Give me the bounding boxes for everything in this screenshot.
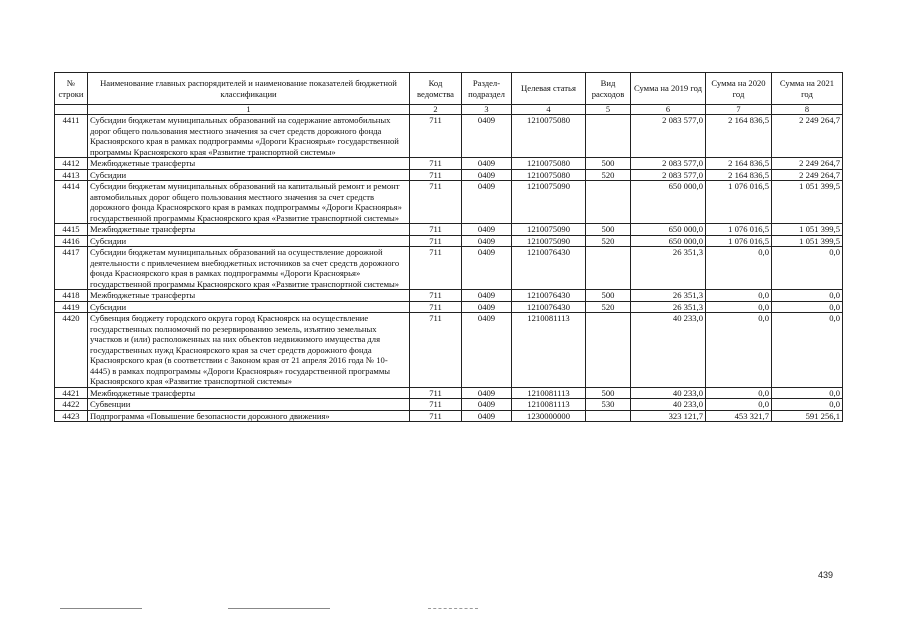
row-sum-2020-cell: 453 321,7 <box>706 410 772 422</box>
row-target-cell: 1210076430 <box>512 247 586 290</box>
header-row-number: № строки <box>55 73 88 105</box>
row-expense-type-cell: 500 <box>586 224 631 236</box>
table-row <box>55 313 843 388</box>
table-row <box>55 181 843 224</box>
header-name: Наименование главных распорядителей и наименование показателей бюджетной классификации <box>88 73 410 105</box>
row-section-cell: 0409 <box>462 235 512 247</box>
row-name-cell: Субсидии бюджетам муниципальных образований на содержание автомобильных дорог общего пользования местного значения за счет средств дорожного фонда Красноярского края в рамках подпрограммы «Дороги Красноярья» государственной программы Красноярского края «Развитие транспортной системы» <box>88 115 410 158</box>
footer-line <box>228 608 330 609</box>
row-dept-code-cell: 711 <box>410 235 462 247</box>
row-section-cell: 0409 <box>462 181 512 224</box>
row-number-cell: 4415 <box>55 224 88 236</box>
row-sum-2021-cell: 1 051 399,5 <box>772 224 843 236</box>
row-target-cell: 1210076430 <box>512 290 586 302</box>
column-number: 7 <box>706 105 772 115</box>
row-target-cell: 1230000000 <box>512 410 586 422</box>
row-number-cell: 4416 <box>55 235 88 247</box>
row-dept-code-cell: 711 <box>410 301 462 313</box>
row-section-cell: 0409 <box>462 224 512 236</box>
row-sum-2019-cell: 40 233,0 <box>631 387 706 399</box>
row-sum-2019-cell: 26 351,3 <box>631 290 706 302</box>
row-sum-2019-cell: 650 000,0 <box>631 181 706 224</box>
row-sum-2019-cell: 26 351,3 <box>631 247 706 290</box>
row-dept-code-cell: 711 <box>410 115 462 158</box>
row-sum-2019-cell: 26 351,3 <box>631 301 706 313</box>
row-number-cell: 4417 <box>55 247 88 290</box>
header-expense-type: Вид расходов <box>586 73 631 105</box>
row-expense-type-cell: 520 <box>586 169 631 181</box>
row-sum-2021-cell: 2 249 264,7 <box>772 169 843 181</box>
row-expense-type-cell <box>586 181 631 224</box>
row-sum-2021-cell: 0,0 <box>772 399 843 411</box>
row-sum-2021-cell: 0,0 <box>772 313 843 388</box>
row-dept-code-cell: 711 <box>410 313 462 388</box>
row-name-cell: Межбюджетные трансферты <box>88 224 410 236</box>
row-expense-type-cell: 500 <box>586 290 631 302</box>
row-sum-2020-cell: 1 076 016,5 <box>706 181 772 224</box>
row-target-cell: 1210075090 <box>512 235 586 247</box>
row-sum-2020-cell: 2 164 836,5 <box>706 158 772 170</box>
column-number: 3 <box>462 105 512 115</box>
row-expense-type-cell: 500 <box>586 158 631 170</box>
column-number <box>55 105 88 115</box>
row-expense-type-cell <box>586 115 631 158</box>
row-sum-2021-cell: 591 256,1 <box>772 410 843 422</box>
row-sum-2020-cell: 0,0 <box>706 290 772 302</box>
row-sum-2021-cell: 1 051 399,5 <box>772 235 843 247</box>
row-sum-2019-cell: 40 233,0 <box>631 399 706 411</box>
row-sum-2019-cell: 323 121,7 <box>631 410 706 422</box>
row-sum-2021-cell: 0,0 <box>772 247 843 290</box>
table-row <box>55 158 843 170</box>
row-number-cell: 4420 <box>55 313 88 388</box>
row-name-cell: Межбюджетные трансферты <box>88 387 410 399</box>
row-dept-code-cell: 711 <box>410 169 462 181</box>
header-section: Раздел-подраздел <box>462 73 512 105</box>
row-name-cell: Субсидии бюджетам муниципальных образований на капитальный ремонт и ремонт автомобильных дорог общего пользования местного значения за счет средств дорожного фонда Красноярского края в рамках подпрограммы «Дороги Красноярья» государственной программы Красноярского края «Развитие транспортной системы» <box>88 181 410 224</box>
row-name-cell: Субвенции <box>88 399 410 411</box>
row-name-cell: Межбюджетные трансферты <box>88 290 410 302</box>
row-sum-2020-cell: 1 076 016,5 <box>706 224 772 236</box>
row-sum-2019-cell: 2 083 577,0 <box>631 158 706 170</box>
row-sum-2019-cell: 2 083 577,0 <box>631 115 706 158</box>
row-number-cell: 4422 <box>55 399 88 411</box>
row-target-cell: 1210075090 <box>512 181 586 224</box>
column-number: 4 <box>512 105 586 115</box>
row-section-cell: 0409 <box>462 290 512 302</box>
row-section-cell: 0409 <box>462 115 512 158</box>
row-number-cell: 4419 <box>55 301 88 313</box>
row-section-cell: 0409 <box>462 410 512 422</box>
table-body <box>55 105 843 422</box>
row-sum-2021-cell: 1 051 399,5 <box>772 181 843 224</box>
row-sum-2020-cell: 0,0 <box>706 313 772 388</box>
row-expense-type-cell: 530 <box>586 399 631 411</box>
row-target-cell: 1210075080 <box>512 169 586 181</box>
row-sum-2019-cell: 40 233,0 <box>631 313 706 388</box>
row-number-cell: 4423 <box>55 410 88 422</box>
table-row <box>55 235 843 247</box>
row-sum-2020-cell: 0,0 <box>706 247 772 290</box>
row-number-cell: 4413 <box>55 169 88 181</box>
row-sum-2021-cell: 0,0 <box>772 387 843 399</box>
row-expense-type-cell <box>586 313 631 388</box>
table-row <box>55 410 843 422</box>
row-dept-code-cell: 711 <box>410 181 462 224</box>
row-dept-code-cell: 711 <box>410 399 462 411</box>
row-target-cell: 1210075080 <box>512 158 586 170</box>
row-expense-type-cell <box>586 410 631 422</box>
row-expense-type-cell: 500 <box>586 387 631 399</box>
header-target: Целевая статья <box>512 73 586 105</box>
row-name-cell: Межбюджетные трансферты <box>88 158 410 170</box>
row-section-cell: 0409 <box>462 399 512 411</box>
row-target-cell: 1210076430 <box>512 301 586 313</box>
row-section-cell: 0409 <box>462 169 512 181</box>
row-section-cell: 0409 <box>462 247 512 290</box>
row-sum-2020-cell: 0,0 <box>706 399 772 411</box>
header-sum-2019: Сумма на 2019 год <box>631 73 706 105</box>
row-expense-type-cell <box>586 247 631 290</box>
table-row <box>55 399 843 411</box>
row-sum-2020-cell: 0,0 <box>706 387 772 399</box>
row-dept-code-cell: 711 <box>410 410 462 422</box>
row-dept-code-cell: 711 <box>410 387 462 399</box>
table-row <box>55 115 843 158</box>
row-sum-2021-cell: 0,0 <box>772 301 843 313</box>
row-target-cell: 1210075090 <box>512 224 586 236</box>
row-expense-type-cell: 520 <box>586 301 631 313</box>
row-number-cell: 4418 <box>55 290 88 302</box>
row-name-cell: Подпрограмма «Повышение безопасности дорожного движения» <box>88 410 410 422</box>
row-expense-type-cell: 520 <box>586 235 631 247</box>
row-number-cell: 4421 <box>55 387 88 399</box>
row-sum-2020-cell: 2 164 836,5 <box>706 115 772 158</box>
row-section-cell: 0409 <box>462 313 512 388</box>
header-sum-2020: Сумма на 2020 год <box>706 73 772 105</box>
budget-table <box>54 72 843 422</box>
row-target-cell: 1210081113 <box>512 399 586 411</box>
table-row <box>55 247 843 290</box>
row-number-cell: 4412 <box>55 158 88 170</box>
row-dept-code-cell: 711 <box>410 158 462 170</box>
row-section-cell: 0409 <box>462 158 512 170</box>
column-number: 5 <box>586 105 631 115</box>
row-sum-2020-cell: 0,0 <box>706 301 772 313</box>
row-name-cell: Субсидии <box>88 235 410 247</box>
row-sum-2021-cell: 0,0 <box>772 290 843 302</box>
table-header-row <box>55 73 843 105</box>
table-row <box>55 387 843 399</box>
header-dept-code: Код ведомства <box>410 73 462 105</box>
row-sum-2019-cell: 650 000,0 <box>631 235 706 247</box>
row-name-cell: Субвенция бюджету городского округа город Красноярск на осуществление государственных полномочий по резервированию земель, изъятию земельных участков и (или) расположенных на них объектов недвижимого имущества для государственных нужд Красноярского края за счет средств дорожного фонда Красноярского края (в соответствии с Законом края от 21 апреля 2016 года № 10-4445) в рамках подпрограммы «Дороги Красноярья» государственной программы Красноярского края «Развитие транспортной системы» <box>88 313 410 388</box>
row-section-cell: 0409 <box>462 301 512 313</box>
column-number-row <box>55 105 843 115</box>
footer-line <box>60 608 142 609</box>
row-section-cell: 0409 <box>462 387 512 399</box>
row-sum-2021-cell: 2 249 264,7 <box>772 158 843 170</box>
row-dept-code-cell: 711 <box>410 290 462 302</box>
row-target-cell: 1210081113 <box>512 313 586 388</box>
table-row <box>55 169 843 181</box>
row-sum-2019-cell: 2 083 577,0 <box>631 169 706 181</box>
column-number: 6 <box>631 105 706 115</box>
column-number: 1 <box>88 105 410 115</box>
table-row <box>55 301 843 313</box>
row-sum-2020-cell: 1 076 016,5 <box>706 235 772 247</box>
column-number: 2 <box>410 105 462 115</box>
table-row <box>55 290 843 302</box>
table-row <box>55 224 843 236</box>
row-number-cell: 4411 <box>55 115 88 158</box>
row-dept-code-cell: 711 <box>410 224 462 236</box>
row-number-cell: 4414 <box>55 181 88 224</box>
column-number: 8 <box>772 105 843 115</box>
header-sum-2021: Сумма на 2021 год <box>772 73 843 105</box>
row-name-cell: Субсидии <box>88 169 410 181</box>
row-target-cell: 1210075080 <box>512 115 586 158</box>
row-sum-2019-cell: 650 000,0 <box>631 224 706 236</box>
row-name-cell: Субсидии бюджетам муниципальных образований на осуществление дорожной деятельности с привлечением внебюджетных источников за счет средств дорожного фонда Красноярского края в рамках подпрограммы «Дороги Красноярья» государственной программы Красноярского края «Развитие транспортной системы» <box>88 247 410 290</box>
page-number: 439 <box>818 570 834 580</box>
row-sum-2021-cell: 2 249 264,7 <box>772 115 843 158</box>
row-dept-code-cell: 711 <box>410 247 462 290</box>
row-target-cell: 1210081113 <box>512 387 586 399</box>
footer-line <box>428 608 478 610</box>
row-name-cell: Субсидии <box>88 301 410 313</box>
row-sum-2020-cell: 2 164 836,5 <box>706 169 772 181</box>
